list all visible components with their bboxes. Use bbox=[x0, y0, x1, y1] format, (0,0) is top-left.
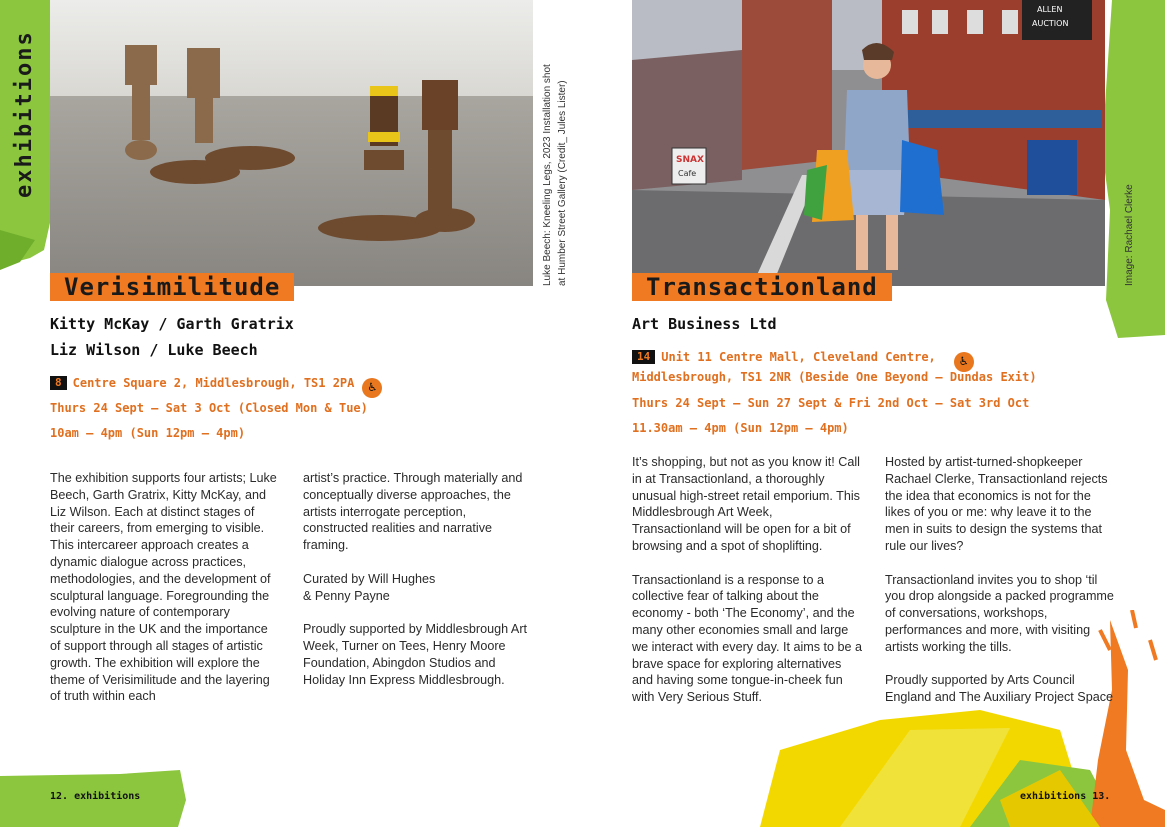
left-body-column-2 bbox=[303, 470, 531, 705]
right-col1-paragraph-2: Transactionland is a response to a collective fear of talking about the economy - both ‘The Economy’, and the many other economies small and large we interact with every day. It aims to be a brave space for exploring alternatives and having some tongue-in-cheek fun with Very Serious Stuff. bbox=[632, 572, 863, 705]
left-dates: Thurs 24 Sept – Sat 3 Oct (Closed Mon & Tue) bbox=[50, 401, 368, 415]
venue-number-badge: 14 bbox=[632, 350, 655, 364]
left-col2-supporters: Proudly supported by Middlesbrough Art Week, Turner on Tees, Henry Moore Foundation, Abingdon Studios and Holiday Inn Express Middlesbrough. bbox=[303, 622, 528, 687]
wheelchair-access-icon: ♿ bbox=[362, 378, 382, 398]
left-col2-paragraph-1: artist’s practice. Through materially and conceptually diverse approaches, the artists interrogate perception, constructed realities and narrative framing. bbox=[303, 471, 523, 553]
allen-sign-text: ALLEN bbox=[1037, 5, 1063, 14]
green-paint-top-right bbox=[1098, 0, 1165, 340]
left-hours: 10am – 4pm (Sun 12pm – 4pm) bbox=[50, 426, 246, 440]
left-exhibition-title: Verisimilitude bbox=[50, 273, 294, 301]
right-exhibition-title: Transactionland bbox=[632, 273, 892, 301]
left-caption-line-2: at Humber Street Gallery (Credit_ Jules Lister) bbox=[557, 80, 568, 286]
left-venue-address: Centre Square 2, Middlesbrough, TS1 2PA bbox=[72, 376, 355, 390]
right-photo-caption: Image: Rachael Clerke bbox=[1124, 184, 1135, 286]
right-col1-paragraph-1: It’s shopping, but not as you know it! Call in at Transactionland, a thoroughly unusual high-street retail emporium. This Middlesbrough Art Week, Transactionland will be open for a bit of browsing and a spot of shoplifting. bbox=[632, 455, 860, 553]
venue-number-badge: 8 bbox=[50, 376, 67, 390]
left-photo-caption bbox=[540, 64, 570, 286]
right-photo bbox=[632, 0, 1105, 286]
left-body-column-1 bbox=[50, 470, 278, 722]
section-label: exhibitions bbox=[12, 30, 37, 198]
left-photo bbox=[50, 0, 533, 286]
left-artists-line-1: Kitty McKay / Garth Gratrix bbox=[50, 315, 294, 333]
right-venue-line-2: Middlesbrough, TS1 2NR (Beside One Beyond – Dundas Exit) bbox=[632, 370, 1037, 384]
right-body-column-2 bbox=[885, 454, 1115, 723]
right-venue-block bbox=[632, 347, 1037, 438]
right-artists-line-1: Art Business Ltd bbox=[632, 315, 777, 333]
right-dates: Thurs 24 Sept – Sun 27 Sept & Fri 2nd Oct – Sat 3rd Oct bbox=[632, 396, 1030, 410]
right-hours: 11.30am – 4pm (Sun 12pm – 4pm) bbox=[632, 421, 849, 435]
cafe-sign-text: Cafe bbox=[678, 169, 697, 178]
left-caption-line-1: Luke Beech: Kneeling Legs, 2023 Installation shot bbox=[542, 64, 553, 286]
left-curators: Curated by Will Hughes & Penny Payne bbox=[303, 571, 436, 603]
left-venue-block bbox=[50, 373, 382, 443]
left-artists-line-2: Liz Wilson / Luke Beech bbox=[50, 341, 258, 359]
wheelchair-access-icon: ♿ bbox=[954, 352, 974, 372]
right-artists bbox=[632, 311, 777, 337]
right-body-column-1 bbox=[632, 454, 864, 723]
auction-sign-text: AUCTION bbox=[1032, 19, 1069, 28]
right-col2-paragraph-2: Transactionland invites you to shop ‘til you drop alongside a packed programme of conversations, workshops, performances and more, with visiting artists working the tills. bbox=[885, 572, 1114, 654]
left-artists bbox=[50, 311, 294, 363]
snax-sign-text: SNAX bbox=[676, 155, 704, 165]
right-venue-line-1: Unit 11 Centre Mall, Cleveland Centre, bbox=[661, 350, 936, 364]
left-page-footer: 12. exhibitions bbox=[50, 791, 141, 802]
right-page-footer: exhibitions 13. bbox=[1020, 791, 1111, 802]
left-col1-paragraph: The exhibition supports four artists; Luke Beech, Garth Gratrix, Kitty McKay, and Liz Wilson. Each at distinct stages of their careers, from emerging to visible. This intercareer approach creates a dynamic dialogue across practices, methodologies, and the development of sculptural language. Foregrounding the evolving nature of contemporary sculpture in the UK and the importance of support through all stages of artistic growth. The exhibition will explore the theme of Verisimilitude and the layering of truth within each bbox=[50, 471, 277, 704]
right-col2-paragraph-1: Hosted by artist-turned-shopkeeper Rachael Clerke, Transactionland rejects the idea that economics is not for the likes of you or me: why leave it to the men in suits to design the systems that rule our lives? bbox=[885, 455, 1108, 553]
right-col2-supporters: Proudly supported by Arts Council England and The Auxiliary Project Space bbox=[885, 673, 1113, 705]
